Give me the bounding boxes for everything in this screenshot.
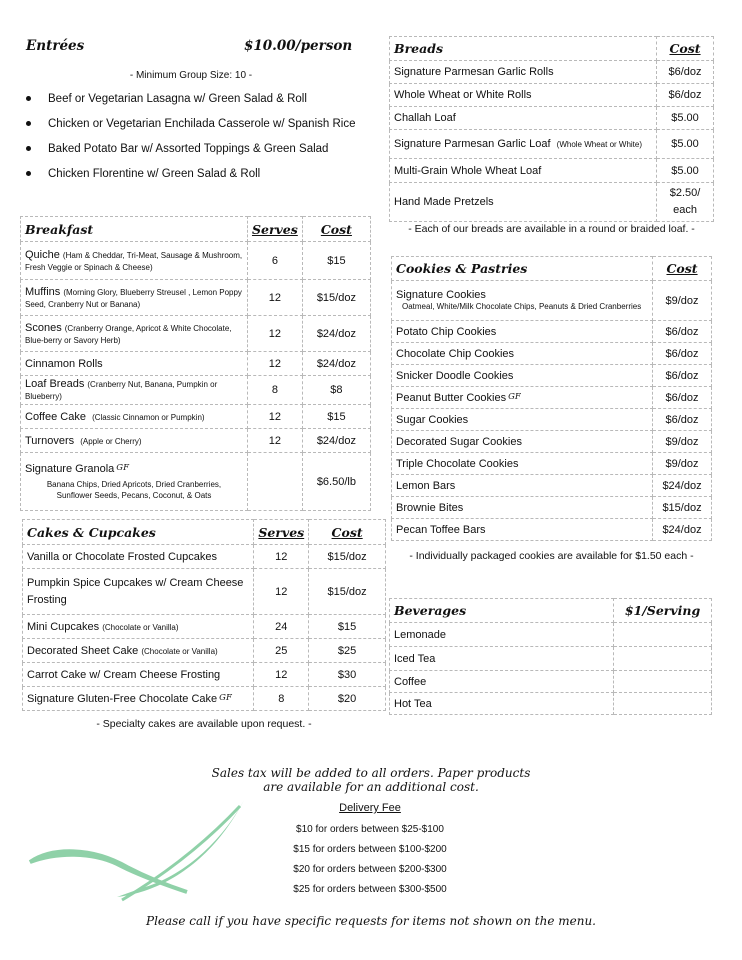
bread-name-cell — [390, 130, 657, 159]
item-cell — [392, 409, 653, 431]
breads-cost-header: Cost — [669, 41, 701, 56]
item-name: Muffins — [25, 285, 61, 298]
item-cost: $9/doz — [653, 281, 712, 321]
beverages-title: Beverages — [394, 603, 467, 618]
item-name: Carrot Cake w/ Cream Cheese Frosting — [27, 668, 221, 681]
item-cell — [392, 281, 653, 321]
cakes-title: Cakes & Cupcakes — [27, 524, 156, 540]
item-name: Signature Cookies — [396, 289, 486, 301]
cakes-serves-header: Serves — [258, 524, 305, 540]
list-item — [26, 87, 356, 112]
bread-cost: $6/doz — [657, 84, 714, 107]
item-cell — [21, 316, 248, 352]
item-cost: $24/doz — [302, 429, 370, 453]
table-row — [23, 687, 386, 711]
item-detail: Banana Chips, Dried Apricots, Dried Cranberries, Sunflower Seeds, Pecans, Coconut, & Oats — [46, 479, 222, 500]
list-item — [26, 162, 356, 187]
beverages-table — [389, 598, 712, 715]
item-cost: $6/doz — [653, 343, 712, 365]
table-row — [23, 663, 386, 687]
cakes-cost-header: Cost — [331, 524, 363, 540]
beverage-price-cell — [614, 647, 712, 671]
item-name: Cinnamon Rolls — [25, 357, 103, 370]
item-name: Potato Chip Cookies — [396, 325, 497, 338]
beverage-price-cell — [614, 671, 712, 693]
bread-name: Whole Wheat or White Rolls — [390, 84, 657, 107]
table-row — [392, 497, 712, 519]
item-cell — [21, 376, 248, 405]
item-serves: 6 — [247, 242, 302, 280]
item-cost: $6/doz — [653, 365, 712, 387]
breads-title: Breads — [394, 41, 443, 56]
leaf-logo-icon — [22, 792, 262, 912]
delivery-fee-line: $10 for orders between $25-$100 — [296, 824, 444, 835]
table-row — [392, 343, 712, 365]
table-row — [21, 429, 371, 453]
item-serves: 12 — [247, 429, 302, 453]
table-row — [392, 387, 712, 409]
item-cell — [23, 687, 254, 711]
item-name: Peanut Butter Cookies — [396, 391, 507, 404]
table-row — [392, 409, 712, 431]
item-detail: (Apple or Cherry) — [80, 436, 142, 446]
table-row — [390, 107, 714, 130]
item-detail: (Classic Cinnamon or Pumpkin) — [92, 412, 205, 422]
item-name: Decorated Sugar Cookies — [396, 435, 522, 448]
bread-cost: $5.00 — [657, 159, 714, 183]
beverage-name: Iced Tea — [390, 647, 614, 671]
breakfast-table — [20, 216, 371, 511]
item-name: Vanilla or Chocolate Frosted Cupcakes — [27, 550, 217, 563]
table-row — [23, 569, 386, 615]
item-cell — [392, 321, 653, 343]
entrees-minimum: - Minimum Group Size: 10 - — [129, 70, 253, 81]
cookies-cost-header: Cost — [666, 261, 698, 276]
gf-mark: GF — [508, 391, 521, 402]
entree-name: Chicken Florentine w/ Green Salad & Roll — [48, 168, 261, 180]
table-row — [390, 693, 712, 715]
item-cell — [21, 453, 248, 511]
item-cost: $6/doz — [653, 387, 712, 409]
delivery-fee-title: Delivery Fee — [339, 802, 401, 814]
bread-name: Signature Parmesan Garlic Loaf — [394, 138, 551, 150]
list-item — [26, 112, 356, 137]
item-cost: $24/doz — [302, 316, 370, 352]
item-name: Chocolate Chip Cookies — [396, 347, 515, 360]
closing-note: Please call if you have specific requests for items not shown on the menu. — [146, 914, 596, 928]
item-detail: (Ham & Cheddar, Tri-Meat, Sausage & Mushroom, Fresh Veggie or Spinach & Cheese) — [25, 250, 243, 272]
item-detail: Oatmeal, White/Milk Chocolate Chips, Peanuts & Dried Cranberries — [402, 302, 642, 311]
item-serves: 12 — [254, 545, 309, 569]
item-cell — [392, 387, 653, 409]
item-cell — [392, 365, 653, 387]
item-detail: (Chocolate or Vanilla) — [141, 646, 218, 656]
bread-detail: (Whole Wheat or White) — [556, 140, 643, 149]
table-row — [23, 639, 386, 663]
item-cell — [392, 453, 653, 475]
item-cost: $15 — [309, 615, 386, 639]
bread-name: Challah Loaf — [390, 107, 657, 130]
delivery-fee-line: $25 for orders between $300-$500 — [293, 884, 447, 895]
beverage-price-cell — [614, 623, 712, 647]
bullet-icon — [26, 121, 31, 126]
item-detail: (Morning Glory, Blueberry Streusel , Lemon Poppy Seed, Cranberry Nut or Banana) — [25, 287, 242, 309]
item-name: Triple Chocolate Cookies — [396, 457, 519, 470]
item-name: Mini Cupcakes — [27, 620, 100, 633]
item-cell — [23, 569, 254, 615]
table-row — [390, 84, 714, 107]
item-name: Snicker Doodle Cookies — [396, 369, 514, 382]
breads-table — [389, 36, 714, 222]
bullet-icon — [26, 171, 31, 176]
cookies-title: Cookies & Pastries — [396, 261, 528, 276]
item-cell — [23, 663, 254, 687]
cakes-table — [22, 519, 386, 711]
table-row — [390, 623, 712, 647]
item-name: Decorated Sheet Cake — [27, 644, 139, 657]
item-name: Lemon Bars — [396, 479, 456, 492]
item-cell — [21, 242, 248, 280]
item-cost: $24/doz — [653, 519, 712, 541]
sales-line-2: are available for an additional cost. — [263, 780, 479, 794]
item-cell — [23, 639, 254, 663]
item-serves: 8 — [247, 376, 302, 405]
item-serves — [247, 453, 302, 511]
table-row — [21, 376, 371, 405]
bullet-icon — [26, 96, 31, 101]
item-detail: (Chocolate or Vanilla) — [102, 622, 179, 632]
item-cost: $9/doz — [653, 431, 712, 453]
beverages-price-header: $1/Serving — [624, 603, 701, 618]
beverage-price-cell — [614, 693, 712, 715]
item-name: Pecan Toffee Bars — [396, 523, 486, 536]
item-serves: 12 — [247, 405, 302, 429]
item-serves: 8 — [254, 687, 309, 711]
item-cell — [392, 475, 653, 497]
breakfast-title: Breakfast — [25, 221, 94, 237]
item-name: Pumpkin Spice Cupcakes w/ Cream Cheese Frosting — [27, 576, 244, 606]
item-cost: $15 — [302, 242, 370, 280]
breakfast-serves-header: Serves — [251, 221, 298, 237]
item-name: Coffee Cake — [25, 410, 86, 423]
table-row — [390, 671, 712, 693]
item-cost: $25 — [309, 639, 386, 663]
entrees-price: $10.00/person — [244, 38, 353, 54]
item-serves: 12 — [247, 280, 302, 316]
sales-tax-note — [170, 766, 572, 794]
item-name: Signature Gluten-Free Chocolate Cake — [27, 692, 218, 705]
item-cost: $9/doz — [653, 453, 712, 475]
item-cost: $6/doz — [653, 409, 712, 431]
entree-name: Baked Potato Bar w/ Assorted Toppings & Green Salad — [48, 143, 329, 155]
table-row — [392, 475, 712, 497]
item-serves: 12 — [254, 663, 309, 687]
table-row — [390, 61, 714, 84]
item-cell — [392, 519, 653, 541]
bread-cost: $2.50/ each — [657, 183, 714, 222]
entrees-title: Entrées — [26, 38, 85, 54]
item-serves: 24 — [254, 615, 309, 639]
item-name: Quiche — [25, 248, 60, 261]
delivery-fee-line: $15 for orders between $100-$200 — [293, 844, 447, 855]
table-row — [392, 321, 712, 343]
item-detail: (Cranberry Nut, Banana, Pumpkin or Blueberry) — [25, 380, 218, 401]
breads-note: - Each of our breads are available in a round or braided loaf. - — [408, 223, 695, 235]
entree-name: Chicken or Vegetarian Enchilada Casserole w/ Spanish Rice — [48, 118, 356, 130]
table-row — [392, 519, 712, 541]
item-name: Brownie Bites — [396, 501, 464, 514]
item-cost: $8 — [302, 376, 370, 405]
bread-name: Multi-Grain Whole Wheat Loaf — [390, 159, 657, 183]
beverage-name: Coffee — [390, 671, 614, 693]
item-name: Turnovers — [25, 434, 75, 447]
item-name: Scones — [25, 321, 62, 334]
item-cost: $24/doz — [653, 475, 712, 497]
table-row — [21, 280, 371, 316]
beverage-name: Hot Tea — [390, 693, 614, 715]
item-cell — [392, 431, 653, 453]
item-cost: $30 — [309, 663, 386, 687]
table-row — [392, 281, 712, 321]
item-cost: $6/doz — [653, 321, 712, 343]
table-row — [21, 405, 371, 429]
bread-name: Hand Made Pretzels — [390, 183, 657, 222]
item-cost: $6.50/lb — [302, 453, 370, 511]
table-row — [390, 183, 714, 222]
item-name: Loaf Breads — [25, 378, 85, 390]
item-serves: 12 — [247, 316, 302, 352]
item-cost: $24/doz — [302, 352, 370, 376]
item-cost: $15/doz — [653, 497, 712, 519]
breakfast-cost-header: Cost — [320, 221, 352, 237]
item-cost: $15/doz — [302, 280, 370, 316]
cookies-table — [391, 256, 712, 541]
bread-cost: $5.00 — [657, 130, 714, 159]
sales-line-1: Sales tax will be added to all orders. Paper products — [211, 766, 531, 780]
entrees-section — [26, 38, 356, 187]
bread-cost: $6/doz — [657, 61, 714, 84]
item-cell — [21, 280, 248, 316]
table-row — [390, 130, 714, 159]
item-cell — [392, 497, 653, 519]
item-cell — [392, 343, 653, 365]
table-row — [21, 352, 371, 376]
delivery-fee-line: $20 for orders between $200-$300 — [293, 864, 447, 875]
item-cost: $15/doz — [309, 545, 386, 569]
table-row — [392, 453, 712, 475]
beverage-name: Lemonade — [390, 623, 614, 647]
table-row — [21, 453, 371, 511]
table-row — [23, 615, 386, 639]
item-cost: $20 — [309, 687, 386, 711]
item-serves: 12 — [247, 352, 302, 376]
table-row — [390, 647, 712, 671]
cakes-note: - Specialty cakes are available upon request. - — [96, 718, 312, 730]
item-serves: 25 — [254, 639, 309, 663]
table-row — [23, 545, 386, 569]
gf-mark: GF — [116, 462, 129, 473]
entrees-list — [26, 87, 356, 187]
item-cell — [21, 429, 248, 453]
item-cost: $15 — [302, 405, 370, 429]
item-cell — [23, 615, 254, 639]
item-cell — [21, 405, 248, 429]
item-name: Signature Granola — [25, 462, 115, 475]
list-item — [26, 137, 356, 162]
entree-name: Beef or Vegetarian Lasagna w/ Green Salad & Roll — [48, 93, 307, 105]
item-cost: $15/doz — [309, 569, 386, 615]
table-row — [392, 365, 712, 387]
bread-cost: $5.00 — [657, 107, 714, 130]
cookies-note: - Individually packaged cookies are available for $1.50 each - — [409, 550, 694, 562]
item-name: Sugar Cookies — [396, 413, 469, 426]
item-cell — [21, 352, 248, 376]
gf-mark: GF — [219, 692, 232, 703]
table-row — [21, 242, 371, 280]
bullet-icon — [26, 146, 31, 151]
table-row — [21, 316, 371, 352]
item-detail: (Cranberry Orange, Apricot & White Chocolate, Blue-berry or Savory Herb) — [25, 323, 232, 345]
table-row — [392, 431, 712, 453]
item-serves: 12 — [254, 569, 309, 615]
item-cell — [23, 545, 254, 569]
table-row — [390, 159, 714, 183]
bread-name: Signature Parmesan Garlic Rolls — [390, 61, 657, 84]
